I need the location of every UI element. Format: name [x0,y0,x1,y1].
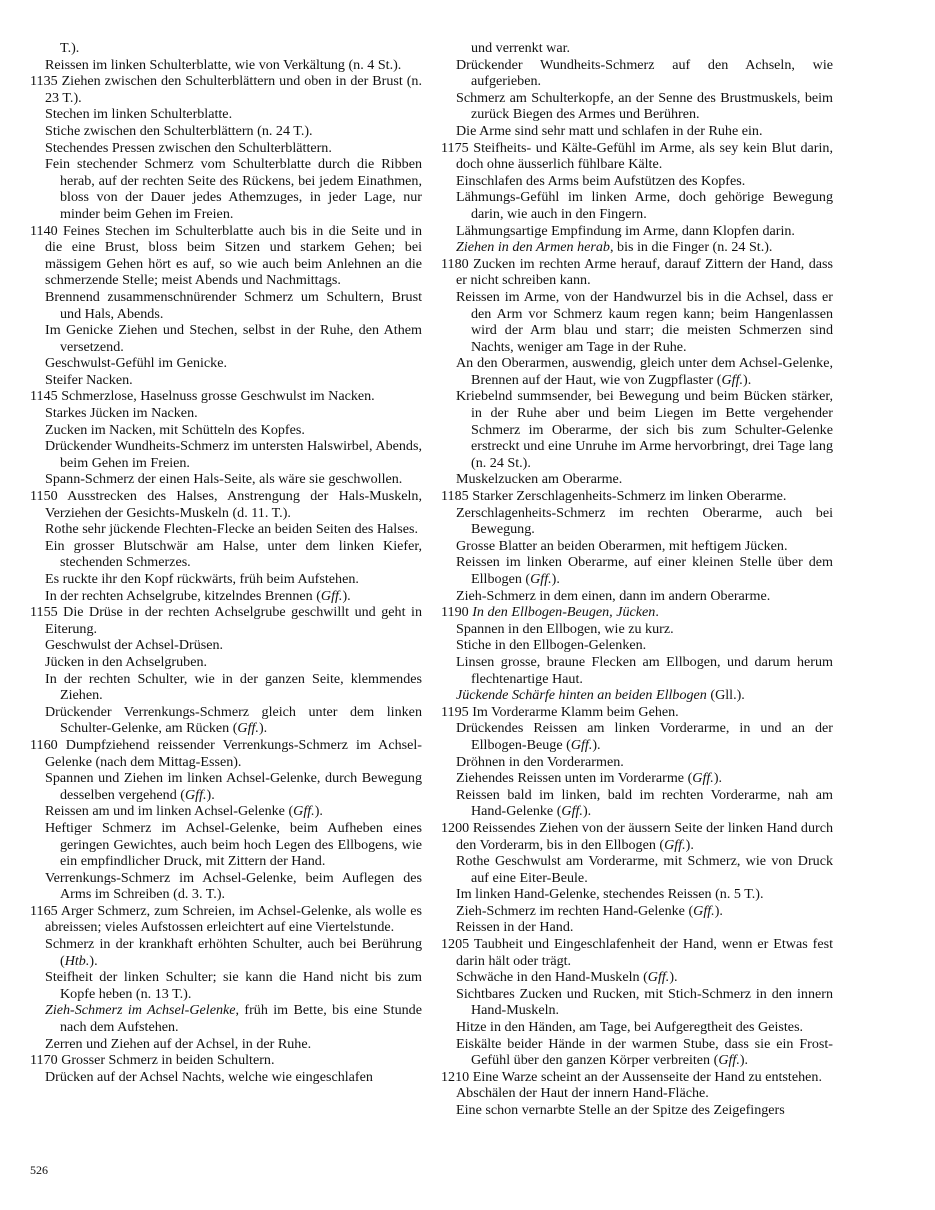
entry-text: 1150 Ausstrecken des Halses, Anstrengung der Hals-Muskeln, Verziehen der Gesichts-Muskeln (d. 11. T.). [30,488,422,521]
entry-text: Hitze in den Händen, am Tage, bei Aufgeregtheit des Geistes. [456,1019,804,1036]
entry-text: Reissen bald im linken, bald im rechten Vorderarme, nah am Hand-Gelenke ( [456,786,833,820]
italic-text: Htb. [64,952,90,969]
numbered-entry [30,604,422,637]
symptom-entry [30,820,422,870]
entry-text: ). [743,371,752,388]
entry-text: Jücken in den Achselgruben. [45,653,208,670]
entry-text: Eine schon vernarbte Stelle an der Spitze des Zeigefingers [456,1102,785,1118]
italic-text: Gff. [237,720,259,737]
entry-text: Drückendes Reissen am linken Vorderarme, in und an der Ellbogen-Beuge ( [456,720,833,753]
entry-text: Eiskälte beider Hände in der warmen Stube, dass sie ein Frost-Gefühl über den ganzen Körper verbreiten ( [456,1035,833,1069]
symptom-entry [30,936,422,969]
symptom-entry [30,671,422,704]
symptom-entry [30,140,422,157]
page-number: 526 [30,1163,48,1177]
symptom-entry [441,787,833,820]
entry-text: Im linken Hand-Gelenke, stechendes Reissen (n. 5 T.). [456,886,764,903]
numbered-entry [30,223,422,289]
entry-text: Drückender Wundheits-Schmerz im untersten Halswirbel, Abends, beim Gehen im Freien. [45,438,422,471]
entry-text: und verrenkt war. [471,40,571,56]
numbered-entry [441,820,833,853]
entry-text: Dröhnen in den Vorderarmen. [456,753,624,770]
symptom-entry [441,239,833,256]
entry-text: Zucken im Nacken, mit Schütteln des Kopfes. [45,421,305,438]
entry-text: Steifer Nacken. [45,371,133,388]
entry-text: In der rechten Achselgrube, kitzelndes Brennen ( [45,587,321,604]
symptom-entry [441,355,833,388]
symptom-entry [441,919,833,936]
entry-text: Steifheit der linken Schulter; sie kann die Hand nicht bis zum Kopfe heben (n. 13 T.). [45,969,422,1002]
entry-text: Stiche in den Ellbogen-Gelenken. [456,637,647,654]
entry-text: Schwäche in den Hand-Muskeln ( [456,969,648,986]
entry-text: An den Oberarmen, auswendig, gleich unter dem Achsel-Gelenke, Brennen auf der Haut, wie von Zugpflaster ( [456,355,833,388]
symptom-entry [30,372,422,389]
entry-text: Schmerz in der krankhaft erhöhten Schulter, auch bei Berührung ( [45,936,422,969]
entry-text: ). [739,1052,749,1069]
entry-text: 1165 Arger Schmerz, zum Schreien, im Achsel-Gelenke, als wolle es abreissen; vieles Aufstossen erleichtert auf eine Viertelstunde. [30,902,422,936]
symptom-entry [441,289,833,355]
entry-text: ). [714,902,723,919]
italic-text: Zieh-Schmerz im Achsel-Gelenke [45,1002,236,1019]
symptom-entry [30,704,422,737]
entry-text: Spannen und Ziehen im linken Achsel-Gelenke, durch Bewegung desselben vergehend ( [45,770,422,803]
symptom-entry [30,405,422,422]
symptom-entry [441,654,833,687]
entry-text: Geschwulst der Achsel-Drüsen. [45,637,224,654]
entry-text: Die Arme sind sehr matt und schlafen in der Ruhe ein. [456,122,763,139]
italic-text: Gff. [530,571,552,587]
symptom-entry [30,870,422,903]
symptom-entry [30,438,422,471]
symptom-entry [30,1036,422,1053]
italic-text: Gff. [561,803,583,820]
entry-text: ). [592,736,601,753]
symptom-entry [30,521,422,538]
symptom-entry [441,687,833,704]
entry-text: Spann-Schmerz der einen Hals-Seite, als wäre sie geschwollen. [45,471,403,488]
numbered-entry [441,1069,833,1086]
entry-text: ). [685,836,694,853]
italic-text: Gff. [718,1052,740,1069]
entry-text: ). [89,952,98,969]
symptom-entry [441,637,833,654]
symptom-entry [441,90,833,123]
symptom-entry [441,969,833,986]
symptom-entry [30,355,422,372]
italic-text: Gff. [320,587,343,604]
symptom-entry [441,173,833,190]
entry-text: Einschlafen des Arms beim Aufstützen des Kopfes. [456,172,746,189]
entry-text: 1145 Schmerzlose, Haselnuss grosse Geschwulst im Nacken. [30,388,375,405]
numbered-entry [30,73,422,106]
symptom-entry [30,803,422,820]
numbered-entry [441,140,833,173]
entry-text: Geschwulst-Gefühl im Genicke. [45,355,227,372]
entry-text: Zerren und Ziehen auf der Achsel, in der Ruhe. [45,1035,312,1052]
symptom-entry [441,621,833,638]
italic-text: Gff. [721,371,744,388]
numbered-entry [30,737,422,770]
symptom-entry [441,1019,833,1036]
numbered-entry [441,488,833,505]
entry-text: Zieh-Schmerz im rechten Hand-Gelenke ( [456,902,694,919]
symptom-entry [441,754,833,771]
entry-text: ). [342,587,351,604]
symptom-entry [441,770,833,787]
symptom-entry [441,903,833,920]
continued-entry [30,40,422,57]
italic-text: Gff. [570,736,593,753]
entry-text: Zieh-Schmerz in dem einen, dann im andern Oberarme. [456,587,771,604]
symptom-entry [441,1036,833,1069]
symptom-entry [30,571,422,588]
entry-text: 1155 Die Drüse in der rechten Achselgrube geschwillt und geht in Eiterung. [30,604,422,637]
entry-text: Starkes Jücken im Nacken. [45,405,198,422]
entry-text: Lähmungs-Gefühl im linken Arme, doch gehörige Bewegung darin, wie auch in den Fingern. [456,189,833,222]
entry-text: 1185 Starker Zerschlagenheits-Schmerz im linken Oberarme. [441,488,787,505]
entry-text: Spannen in den Ellbogen, wie zu kurz. [456,620,674,637]
symptom-entry [441,538,833,555]
entry-text: 1200 Reissendes Ziehen von der äussern Seite der linken Hand durch den Vorderarm, bis in den Ellbogen ( [441,819,833,853]
entry-text: In der rechten Schulter, wie in der ganzen Seite, klemmendes Ziehen. [45,670,422,704]
entry-text: Reissen im Arme, von der Handwurzel bis in die Achsel, dass er den Arm vor Schmerz kaum regen kann; beim Hangenlassen wird der Arm blau und starr; die meisten Schmerzen sind Nachts, weniger am Tage in der Ruhe. [456,288,833,355]
entry-text: ). [314,803,323,820]
symptom-entry [441,886,833,903]
entry-text: Stechen im linken Schulterblatte. [45,106,233,123]
symptom-entry [30,422,422,439]
entry-text: , bis in die Finger (n. 24 St.). [609,239,773,256]
italic-text: In den Ellbogen-Beugen, Jücken [472,604,656,621]
symptom-entry [441,189,833,222]
entry-text: , früh im Bette, bis eine Stunde nach dem Aufstehen. [60,1002,422,1036]
symptom-entry [30,322,422,355]
entry-text: (Gll.). [706,687,745,704]
symptom-entry [30,106,422,123]
symptom-entry [30,1069,422,1086]
entry-text: Es ruckte ihr den Kopf rückwärts, früh beim Aufstehen. [45,571,359,587]
italic-text: Jückende Schärfe hinten an beiden Ellbogen [456,687,707,704]
entry-text: Stiche zwischen den Schulterblättern (n. 24 T.). [45,122,313,139]
entry-text: Verrenkungs-Schmerz im Achsel-Gelenke, beim Auflegen des Arms im Schreiben (d. 3. T.). [45,869,422,903]
entry-text: 1180 Zucken im rechten Arme herauf, darauf Zittern der Hand, dass er nicht schreiben kann. [441,255,833,289]
symptom-entry [30,588,422,605]
entry-text: Schmerz am Schulterkopfe, an der Senne des Brustmuskels, beim zurück Biegen des Armes und Berühren. [456,89,833,123]
entry-text: Muskelzucken am Oberarme. [456,471,623,488]
continued-entry [441,40,833,57]
symptom-entry [441,388,833,471]
symptom-entry [30,770,422,803]
entry-text: T.). [60,40,80,56]
numbered-entry [30,488,422,521]
symptom-entry [30,57,422,74]
entry-text: 1190 [441,604,473,621]
italic-text: Gff. [693,902,715,919]
entry-text: Reissen im linken Schulterblatte, wie von Verkältung (n. 4 St.). [45,56,402,73]
symptom-entry [30,471,422,488]
entry-text: 1135 Ziehen zwischen den Schulterblättern und oben in der Brust (n. 23 T.). [30,73,422,106]
entry-text: Drückender Wundheits-Schmerz auf den Achseln, wie aufgerieben. [456,56,833,90]
italic-text: Gff. [184,786,207,803]
entry-text: . [655,604,659,621]
symptom-entry [441,1085,833,1102]
symptom-entry [441,471,833,488]
numbered-entry [441,936,833,969]
entry-text: ). [258,720,268,737]
entry-text: Linsen grosse, braune Flecken am Ellbogen, und darum herum flechtenartige Haut. [456,653,833,687]
symptom-entry [441,588,833,605]
symptom-entry [441,986,833,1019]
symptom-entry [30,289,422,322]
entry-text: ). [713,770,723,787]
entry-text: ). [551,571,560,587]
entry-text: Heftiger Schmerz im Achsel-Gelenke, beim Aufheben eines geringen Gewichtes, auch beim hoch Legen des Ellbogens, wie ein empfindlicher Druck, mit Zittern der Hand. [45,819,422,870]
symptom-entry [441,1102,833,1119]
left-column [30,40,422,1085]
entry-text: Drückender Verrenkungs-Schmerz gleich unter dem linken Schulter-Gelenke, am Rücken ( [45,703,422,737]
symptom-entry [441,853,833,886]
entry-text: Ziehendes Reissen unten im Vorderarme ( [456,770,693,787]
entry-text: 1140 Feines Stechen im Schulterblatte auch bis in die Seite und in die eine Brust, bloss beim Sitzen und starkem Gehen; bei mässigem Gehen hört es auf, so wie auch beim Anlehnen an die schmerzende Stelle; meist Abends und Nachmittags. [30,222,422,289]
entry-text: 1160 Dumpfziehend reissender Verrenkungs-Schmerz im Achsel-Gelenke (nach dem Mittag-Essen). [30,736,422,770]
entry-text: Lähmungsartige Empfindung im Arme, dann Klopfen darin. [456,222,795,239]
entry-text: Rothe sehr jückende Flechten-Flecke an beiden Seiten des Halses. [45,521,418,538]
symptom-entry [441,720,833,753]
entry-text: Ein grosser Blutschwär am Halse, unter dem linken Kiefer, stechenden Schmerzes. [45,537,422,571]
italic-text: Gff. [692,770,714,787]
symptom-entry [441,505,833,538]
numbered-entry [30,1052,422,1069]
entry-text: Rothe Geschwulst am Vorderarme, mit Schmerz, wie von Druck auf eine Eiter-Beule. [456,853,833,886]
italic-text: Ziehen in den Armen herab [456,239,610,256]
symptom-entry [30,654,422,671]
symptom-entry [30,123,422,140]
italic-text: Gff. [664,836,686,853]
italic-text: Gff. [647,969,670,986]
entry-text: Kriebelnd summsender, bei Bewegung und beim Bücken stärker, in der Ruhe aber und beim Liegen im Bette vergehender Schmerz im Oberarme, der sich bis zum Schulter-Gelenke erstreckt und eine Unruhe im Arme hervorbringt, drei Tage lang (n. 24 St.). [456,388,833,471]
entry-text: 1210 Eine Warze scheint an der Aussenseite der Hand zu entstehen. [441,1068,822,1085]
symptom-entry [30,637,422,654]
entry-text: Drücken auf der Achsel Nachts, welche wie eingeschlafen [45,1068,373,1085]
symptom-entry [30,156,422,222]
symptom-entry [441,223,833,240]
entry-text: Grosse Blatter an beiden Oberarmen, mit heftigem Jücken. [456,537,788,554]
symptom-entry [30,1002,422,1035]
entry-text: 1195 Im Vorderarme Klamm beim Gehen. [441,703,679,720]
entry-text: ). [582,803,592,820]
entry-text: Reissen im linken Oberarme, auf einer kleinen Stelle über dem Ellbogen ( [456,554,833,587]
entry-text: Sichtbares Zucken und Rucken, mit Stich-Schmerz in den innern Hand-Muskeln. [456,985,833,1019]
entry-text: Abschälen der Haut der innern Hand-Fläche. [456,1085,709,1102]
symptom-entry [30,969,422,1002]
symptom-entry [30,538,422,571]
entry-text: 1170 Grosser Schmerz in beiden Schultern. [30,1052,275,1069]
right-column [441,40,833,1119]
symptom-entry [441,554,833,587]
entry-text: 1175 Steifheits- und Kälte-Gefühl im Arme, als sey kein Blut darin, doch ohne äusserlich fühlbare Kälte. [441,139,833,173]
entry-text: 1205 Taubheit und Eingeschlafenheit der Hand, wenn er Etwas fest darin hält oder trägt. [441,936,833,969]
entry-text: Im Genicke Ziehen und Stechen, selbst in der Ruhe, den Athem versetzend. [45,322,422,355]
symptom-entry [441,123,833,140]
numbered-entry [441,256,833,289]
entry-text: ). [206,786,215,803]
entry-text: Reissen in der Hand. [456,919,574,936]
numbered-entry [30,388,422,405]
symptom-entry [441,57,833,90]
entry-text: Stechendes Pressen zwischen den Schulterblättern. [45,139,332,156]
numbered-entry [30,903,422,936]
entry-text: Zerschlagenheits-Schmerz im rechten Oberarme, auch bei Bewegung. [456,504,833,538]
entry-text: ). [669,969,678,986]
italic-text: Gff. [293,803,315,820]
entry-text: Reissen am und im linken Achsel-Gelenke ( [45,803,294,820]
entry-text: Brennend zusammenschnürender Schmerz um Schultern, Brust und Hals, Abends. [45,288,422,322]
numbered-entry [441,604,833,621]
entry-text: Fein stechender Schmerz vom Schulterblatte durch die Ribben herab, auf der rechten Seite des Rückens, bei jedem Einathmen, bloss von der Dauer jedes Athemzuges, in jeder Lage, nur minder beim Gehen im Freien. [45,156,422,222]
numbered-entry [441,704,833,721]
